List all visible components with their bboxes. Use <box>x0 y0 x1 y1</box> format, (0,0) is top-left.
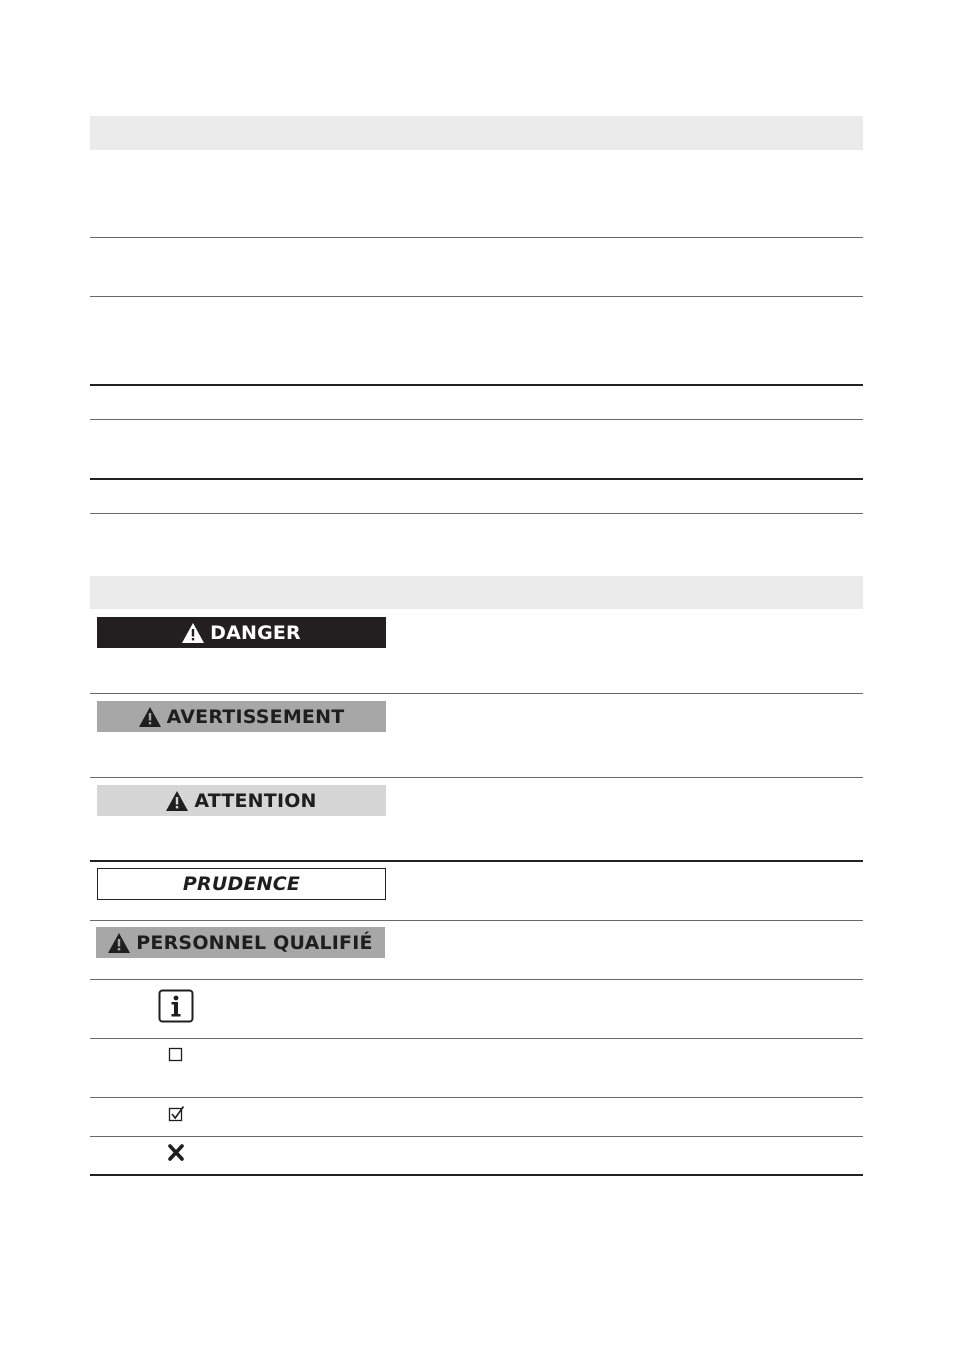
table2-row-divider <box>90 1097 863 1098</box>
table2-row-divider <box>90 979 863 980</box>
table2-row-divider <box>90 920 863 921</box>
table2-header-band <box>90 576 863 609</box>
table1-row-divider <box>90 296 863 297</box>
warning-triangle-icon <box>182 623 204 643</box>
checkbox-empty-icon <box>168 1047 184 1063</box>
table2-divider-strong <box>90 860 863 862</box>
table2-row-divider <box>90 1038 863 1039</box>
danger-text: DANGER <box>210 621 301 644</box>
table1-header-band <box>90 116 863 150</box>
table2-row-divider <box>90 693 863 694</box>
prudence-text: PRUDENCE <box>182 873 301 895</box>
table1-row-divider <box>90 237 863 238</box>
avertissement-text: AVERTISSEMENT <box>166 705 345 728</box>
table2-row-divider <box>90 777 863 778</box>
warning-triangle-icon <box>108 933 130 953</box>
table1-divider-strong <box>90 478 863 480</box>
personnel-qualifie-text: PERSONNEL QUALIFIÉ <box>136 931 373 954</box>
warning-triangle-icon <box>166 791 188 811</box>
avertissement-label <box>97 701 386 732</box>
attention-label <box>97 785 386 816</box>
info-icon <box>158 989 194 1023</box>
prudence-label <box>97 868 386 900</box>
table1-row-divider <box>90 419 863 420</box>
danger-label <box>97 617 386 648</box>
attention-text: ATTENTION <box>194 789 317 812</box>
table1-divider-strong <box>90 384 863 386</box>
table1-row-divider <box>90 513 863 514</box>
table2-bottom-rule <box>90 1174 863 1176</box>
personnel-qualifie-label <box>96 927 385 958</box>
table2-row-divider <box>90 1136 863 1137</box>
checkbox-checked-icon <box>168 1105 186 1123</box>
cross-icon <box>166 1144 186 1162</box>
warning-triangle-icon <box>139 707 161 727</box>
